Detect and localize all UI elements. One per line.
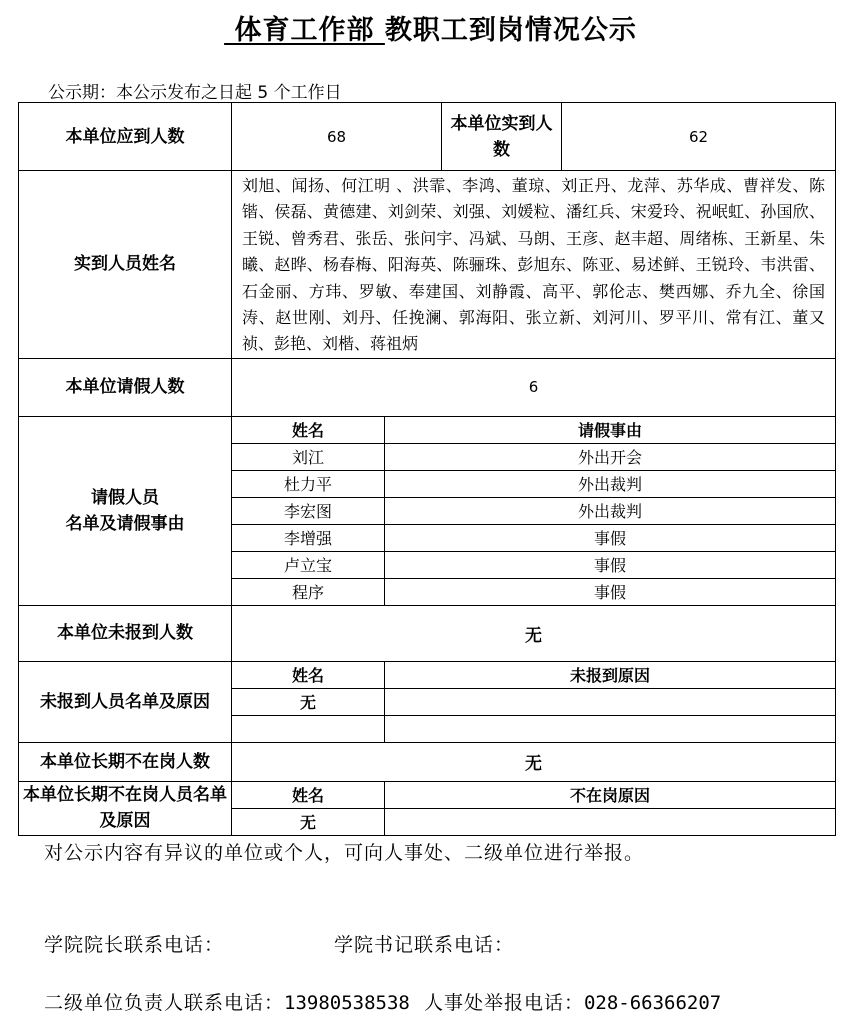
leave-name: 程序 — [232, 578, 385, 605]
title-rest: 教职工到岗情况公示 — [384, 15, 637, 46]
staff-attendance-table — [18, 102, 836, 836]
unreported-reason — [385, 715, 836, 742]
leave-list-header — [232, 417, 835, 444]
leave-list-label — [19, 416, 232, 605]
longterm-name-header: 姓名 — [232, 782, 385, 809]
table-row — [232, 715, 835, 742]
longterm-list-row — [19, 781, 836, 835]
dept-head-phone-label: 二级单位负责人联系电话： — [44, 992, 285, 1014]
unreported-list-header — [232, 662, 835, 689]
unreported-name: 无 — [232, 688, 385, 715]
leave-count-value: 6 — [232, 358, 836, 416]
unreported-reason — [385, 688, 836, 715]
table-row — [232, 808, 835, 835]
unreported-count-label: 本单位未报到人数 — [19, 605, 232, 661]
expected-count-value: 68 — [232, 103, 442, 171]
longterm-list-header — [232, 782, 835, 809]
table-row — [232, 688, 835, 715]
longterm-count-value: 无 — [232, 742, 836, 781]
longterm-name: 无 — [232, 808, 385, 835]
present-names-row — [19, 171, 836, 359]
unreported-list-table — [232, 662, 835, 742]
longterm-reason-header: 不在岗原因 — [385, 782, 836, 809]
leave-list-label-line1: 请假人员 — [91, 487, 159, 508]
unreported-reason-header: 未报到原因 — [385, 662, 836, 689]
longterm-list-label: 本单位长期不在岗人员名单及原因 — [19, 781, 232, 835]
leave-reason: 事假 — [593, 583, 626, 603]
leave-count-label: 本单位请假人数 — [19, 358, 232, 416]
publicity-period: 公示期：本公示发布之日起 5 个工作日 — [48, 83, 342, 103]
table-row — [232, 443, 835, 470]
leave-name: 卢立宝 — [232, 551, 385, 578]
title-department: 体育工作部 — [234, 15, 375, 46]
dean-phone: 学院院长联系电话： — [44, 934, 225, 956]
longterm-count-label: 本单位长期不在岗人数 — [19, 742, 232, 781]
table-row — [232, 497, 835, 524]
unreported-name-header: 姓名 — [232, 662, 385, 689]
leave-reason: 事假 — [385, 551, 836, 578]
leave-list-label-line2: 名单及请假事由 — [65, 513, 185, 534]
leave-list-cell — [232, 416, 836, 605]
leave-name: 杜力平 — [232, 470, 385, 497]
hr-phone-label: 人事处举报电话： — [423, 992, 584, 1014]
expected-count-label: 本单位应到人数 — [19, 103, 232, 171]
leave-reason: 外出裁判 — [385, 470, 836, 497]
secretary-phone: 学院书记联系电话： — [334, 934, 515, 956]
leave-name: 李增强 — [232, 524, 385, 551]
page-title — [0, 8, 861, 47]
leave-list-table — [232, 417, 835, 605]
present-names-label: 实到人员姓名 — [19, 171, 232, 359]
actual-count-value: 62 — [562, 103, 836, 171]
dept-head-phone: 13980538538 — [284, 992, 410, 1014]
leave-count-row — [19, 358, 836, 416]
leave-reason: 外出裁判 — [385, 497, 836, 524]
longterm-list-cell — [232, 781, 836, 835]
unreported-list-label: 未报到人员名单及原因 — [19, 661, 232, 742]
unreported-count-row — [19, 605, 836, 661]
present-names-list: 刘旭、闻扬、何江明 、洪霏、李鸿、董琼、刘正丹、龙萍、苏华成、曹祥发、陈锴、侯磊、黄德建、刘剑荣、刘强、刘媛粒、潘红兵、宋爱玲、祝岷虹、孙国欣、王锐、曾秀君、张岳、张问宇、冯斌、马朗、王彦、赵丰超、周绪栋、王新星、朱曦、赵晔、杨春梅、阳海英、陈骊珠、彭旭东、陈亚、易述鲜、王锐玲、韦洪雷、石金丽、方玮、罗敏、奉建国、刘静霞、高平、郭伦志、樊西娜、乔九全、徐国涛、赵世刚、刘丹、任挽澜、郭海阳、张立新、刘河川、罗平川、常有江、董又祯、彭艳、刘楷、蒋祖炳 — [232, 171, 836, 359]
leave-name: 刘江 — [232, 443, 385, 470]
leave-reason-header: 请假事由 — [385, 417, 836, 444]
unreported-count-value: 无 — [232, 605, 836, 661]
unreported-name — [232, 715, 385, 742]
leave-name-header: 姓名 — [232, 417, 385, 444]
leave-reason: 事假 — [385, 524, 836, 551]
table-row — [232, 470, 835, 497]
table-row — [232, 551, 835, 578]
table-row — [232, 524, 835, 551]
longterm-list-table — [232, 782, 835, 835]
hr-phone: 028-66366207 — [583, 992, 722, 1014]
objection-notice: 对公示内容有异议的单位或个人，可向人事处、二级单位进行举报。 — [44, 842, 645, 864]
longterm-count-row — [19, 742, 836, 781]
table-row — [232, 578, 835, 605]
unreported-list-row — [19, 661, 836, 742]
actual-count-label: 本单位实到人数 — [442, 103, 562, 171]
contact-phones — [44, 988, 721, 1015]
longterm-reason — [385, 808, 836, 835]
leave-list-row — [19, 416, 836, 605]
expected-actual-row — [19, 103, 836, 171]
leave-reason: 外出开会 — [385, 443, 836, 470]
leave-name: 李宏图 — [232, 497, 385, 524]
unreported-list-cell — [232, 661, 836, 742]
